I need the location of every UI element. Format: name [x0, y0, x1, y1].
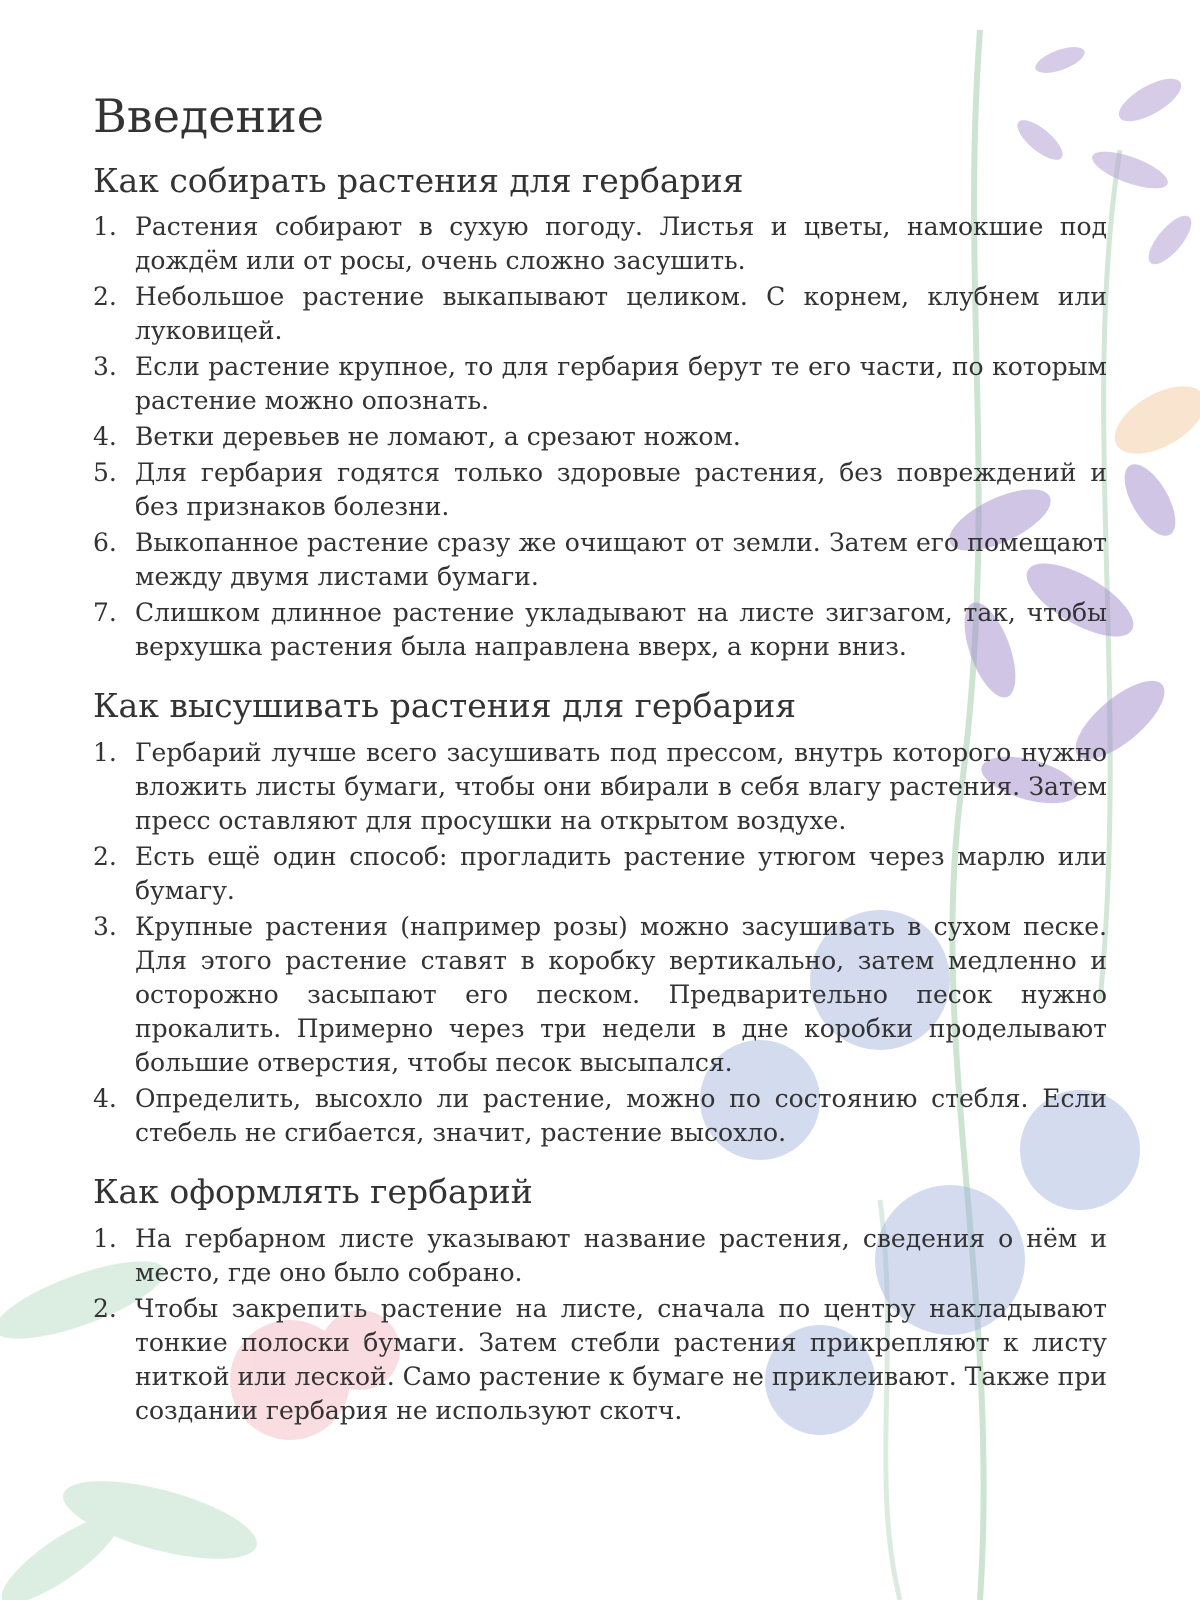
item-text: Определить, высохло ли растение, можно по состоянию стебля. Если стебель не сгибается, значит, растение высохло.: [135, 1084, 1107, 1148]
item-number: 4.: [93, 422, 117, 452]
list-item: [93, 280, 1107, 348]
item-text: Есть ещё один способ: прогладить растение утюгом через марлю или бумагу.: [135, 842, 1107, 906]
item-text: Чтобы закрепить растение на листе, сначала по центру накладывают тонкие полоски бумаги. Затем стебли растения прикрепляют к листу ниткой или леской. Само растение к бумаге не приклеивают. Также при создании гербария не используют скотч.: [135, 1293, 1107, 1425]
page-content: [93, 90, 1107, 1450]
item-text: Для гербария годятся только здоровые растения, без повреждений и без признаков болезни.: [135, 458, 1107, 522]
list-item: [93, 736, 1107, 838]
section-heading: Как оформлять гербарий: [93, 1172, 533, 1212]
list-item: [93, 350, 1107, 418]
section-collect: [93, 161, 1107, 665]
item-text: Выкопанное растение сразу же очищают от земли. Затем его помещают между двумя листами бумаги.: [135, 528, 1107, 592]
list-item: [93, 840, 1107, 908]
item-number: 3.: [93, 352, 117, 382]
item-text: Крупные растения (например розы) можно засушивать в сухом песке. Для этого растение ставят в коробку вертикально, затем медленно и осторожно засыпают его песком. Предварительно песок нужно прокалить. Примерно через три недели в дне коробки проделывают большие отверстия, чтобы песок высыпался.: [135, 912, 1107, 1078]
item-number: 2.: [93, 1293, 117, 1323]
item-text: Гербарий лучше всего засушивать под прессом, внутрь которого нужно вложить листы бумаги, чтобы они вбирали в себя влагу растения. Затем пресс оставляют для просушки на открытом воздухе.: [135, 738, 1107, 836]
list-item: [93, 526, 1107, 594]
item-text: Слишком длинное растение укладывают на листе зигзагом, так, чтобы верхушка растения была направлена вверх, а корни вниз.: [135, 598, 1107, 662]
item-number: 4.: [93, 1084, 117, 1114]
item-text: Ветки деревьев не ломают, а срезают ножом.: [135, 422, 741, 452]
item-number: 2.: [93, 842, 117, 872]
section-heading: Как высушивать растения для гербария: [93, 686, 797, 726]
item-number: 2.: [93, 282, 117, 312]
list-item: [93, 596, 1107, 664]
list-item: [93, 910, 1107, 1080]
list-item: [93, 1082, 1107, 1150]
section-design: [93, 1172, 1107, 1428]
list-item: [93, 1292, 1107, 1428]
item-text: Небольшое растение выкапывают целиком. С корнем, клубнем или луковицей.: [135, 282, 1107, 346]
page-title: Введение: [93, 89, 325, 143]
list-item: [93, 1222, 1107, 1290]
section-dry: [93, 686, 1107, 1150]
item-number: 5.: [93, 458, 117, 488]
item-text: Растения собирают в сухую погоду. Листья и цветы, намокшие под дождём или от росы, очень сложно засушить.: [135, 212, 1107, 276]
item-number: 1.: [93, 1223, 117, 1253]
item-number: 7.: [93, 598, 117, 628]
item-number: 1.: [93, 212, 117, 242]
numbered-list: [93, 210, 1107, 664]
section-heading: Как собирать растения для гербария: [93, 160, 744, 200]
item-text: Если растение крупное, то для гербария берут те его части, по которым растение можно опознать.: [135, 352, 1107, 416]
item-number: 3.: [93, 912, 117, 942]
numbered-list: [93, 736, 1107, 1150]
numbered-list: [93, 1222, 1107, 1428]
item-text: На гербарном листе указывают название растения, сведения о нём и место, где оно было собрано.: [135, 1223, 1107, 1287]
list-item: [93, 456, 1107, 524]
list-item: [93, 420, 1107, 454]
item-number: 1.: [93, 738, 117, 768]
item-number: 6.: [93, 528, 117, 558]
list-item: [93, 210, 1107, 278]
